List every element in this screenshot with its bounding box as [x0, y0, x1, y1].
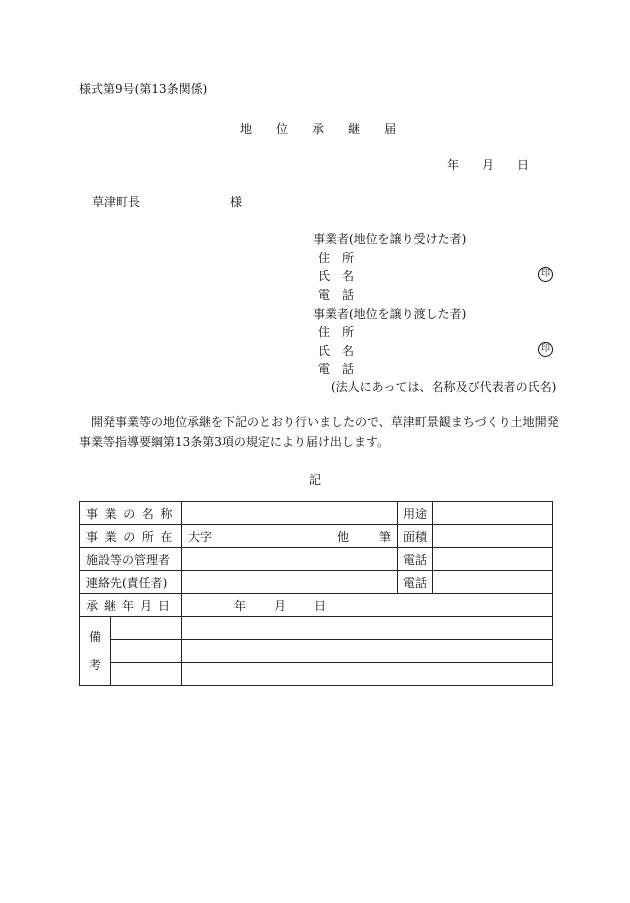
phone-value[interactable]: [433, 548, 553, 571]
addressee-name: 草津町長: [92, 195, 141, 209]
usage-label: 用途: [398, 502, 433, 525]
contact-label: 連絡先(責任者): [80, 571, 182, 594]
location-prefix: 大字: [188, 529, 213, 544]
usage-value[interactable]: [433, 502, 553, 525]
corporate-note: (法人にあっては、名称及び代表者の氏名): [331, 380, 557, 394]
area-value[interactable]: [433, 525, 553, 548]
remarks-sub-cell[interactable]: [111, 640, 182, 663]
contact-phone-label: 電話: [398, 571, 433, 594]
transferor-address-label: 住 所: [318, 325, 355, 339]
project-name-label: 事業の名称: [80, 502, 182, 525]
successor-address-label: 住 所: [318, 251, 355, 265]
remarks-value[interactable]: [182, 663, 553, 686]
succession-month: 月: [274, 598, 287, 613]
transferor-phone-label: 電 話: [318, 362, 355, 376]
remarks-sub-cell[interactable]: [111, 617, 182, 640]
successor-seal-icon: 印: [538, 267, 553, 282]
remarks-label: [80, 617, 111, 686]
table-row: [80, 594, 553, 617]
notification-table: [79, 501, 553, 686]
date-month: 月: [482, 158, 495, 172]
successor-name-label: 氏 名: [318, 269, 355, 283]
title-char: 地: [240, 122, 253, 136]
transferor-name-label: 氏 名: [318, 344, 355, 358]
successor-phone-label: 電 話: [318, 288, 355, 302]
title-char: 継: [348, 122, 361, 136]
transferor-seal-icon: 印: [538, 342, 553, 357]
table-row: [80, 502, 553, 525]
date-year: 年: [447, 158, 460, 172]
table-row: [80, 617, 553, 640]
succession-date-value[interactable]: [182, 594, 553, 617]
table-row: [80, 548, 553, 571]
remarks-value[interactable]: [182, 617, 553, 640]
body-paragraph: [79, 412, 559, 452]
contact-phone-value[interactable]: [433, 571, 553, 594]
area-label: 面積: [398, 525, 433, 548]
facility-manager-value[interactable]: [182, 548, 398, 571]
remarks-value[interactable]: [182, 640, 553, 663]
ki-heading: 記: [309, 473, 322, 487]
succession-date-label: 承継年月日: [80, 594, 182, 617]
location-other: 他: [337, 529, 350, 544]
date-day: 日: [517, 158, 530, 172]
page-title: [240, 120, 396, 137]
title-char: 位: [276, 122, 289, 136]
remarks-char: 備: [88, 630, 101, 644]
project-location-label: 事業の所在: [80, 525, 182, 548]
project-name-value[interactable]: [182, 502, 398, 525]
transferor-heading: 事業者(地位を譲り渡した者): [313, 307, 467, 321]
title-char: 承: [312, 122, 325, 136]
contact-value[interactable]: [182, 571, 398, 594]
project-location-value[interactable]: [182, 525, 398, 548]
location-lot: 筆: [379, 529, 392, 544]
succession-year: 年: [234, 598, 247, 613]
title-char: 届: [384, 122, 397, 136]
facility-manager-label: 施設等の管理者: [80, 548, 182, 571]
phone-label: 電話: [398, 548, 433, 571]
addressee-honorific: 様: [230, 195, 243, 209]
table-row: [80, 571, 553, 594]
table-row: [80, 663, 553, 686]
body-line-2: 事業等指導要綱第13条第3項の規定により届け出します。: [79, 435, 389, 449]
remarks-sub-cell[interactable]: [111, 663, 182, 686]
body-line-1: 開発事業等の地位承継を下記のとおり行いましたので、草津町景観まちづくり土地開発: [91, 415, 559, 429]
succession-day: 日: [314, 598, 327, 613]
table-row: [80, 525, 553, 548]
remarks-char: 考: [88, 658, 101, 672]
form-number: 様式第9号(第13条関係): [79, 82, 208, 96]
successor-heading: 事業者(地位を譲り受けた者): [313, 232, 467, 246]
table-row: [80, 640, 553, 663]
